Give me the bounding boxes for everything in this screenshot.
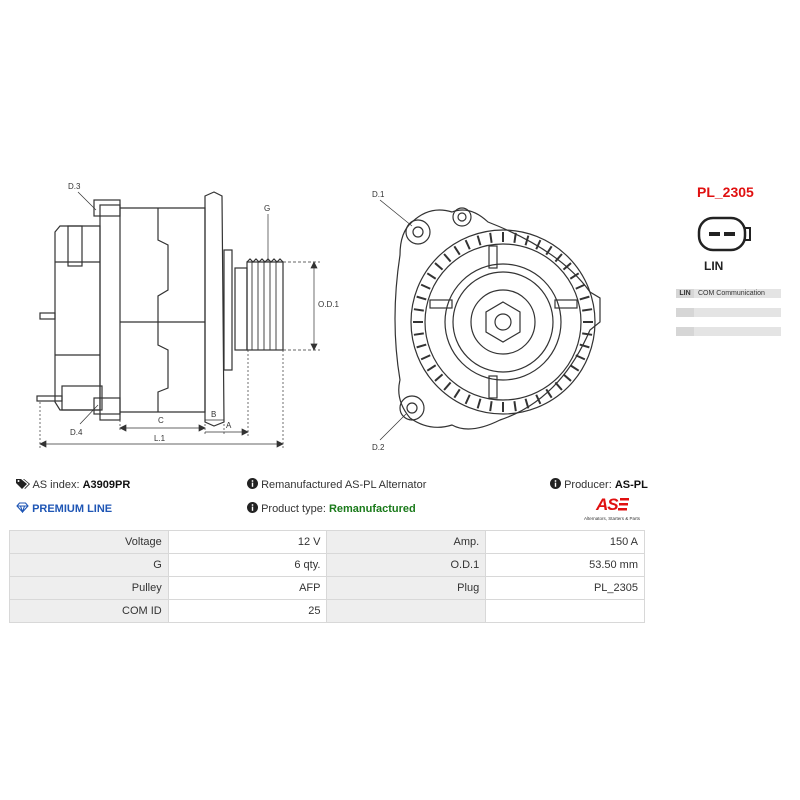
cooling-fin [555, 382, 562, 390]
dim-label-b: B [211, 410, 217, 419]
spec-value: 6 qty. [168, 554, 327, 577]
cooling-fin [563, 374, 571, 381]
cooling-fin [417, 297, 427, 300]
dim-label-a: A [226, 421, 232, 430]
plug-type-label: LIN [704, 259, 724, 273]
cooling-fin [526, 236, 529, 246]
plug-title: PL_2305 [697, 184, 754, 200]
tags-icon [16, 478, 30, 489]
pin-name [676, 327, 694, 336]
dim-label-d1: D.1 [372, 190, 385, 199]
premium-line-text: PREMIUM LINE [32, 503, 113, 515]
as-index [16, 478, 130, 491]
cooling-fin [478, 399, 481, 409]
cooling-fin [526, 399, 529, 409]
spec-value: 53.50 mm [486, 554, 645, 577]
spec-label: Amp. [327, 531, 486, 554]
dim-label-l1: L.1 [154, 434, 166, 443]
spec-value: 12 V [168, 531, 327, 554]
cooling-fin [582, 309, 592, 310]
description-text: Remanufactured AS-PL Alternator [261, 479, 427, 491]
table-row [10, 600, 645, 623]
cooling-fin [466, 395, 470, 404]
info-icon [247, 478, 258, 489]
cooling-fin [435, 263, 443, 270]
premium-line-badge [16, 502, 112, 515]
cooling-fin [580, 297, 590, 300]
specs-table [9, 530, 645, 623]
cooling-fin [514, 233, 515, 243]
spec-value: AFP [168, 577, 327, 600]
pin-row [676, 308, 781, 317]
producer-value: AS-PL [614, 479, 648, 491]
logo-caption: Alternators, Starters & Parts [584, 516, 641, 521]
cooling-fin [454, 246, 459, 254]
cooling-fin [514, 401, 515, 411]
table-row [10, 577, 645, 600]
table-row [10, 554, 645, 577]
dim-label-d4: D.4 [70, 428, 83, 437]
spec-value [486, 600, 645, 623]
cooling-fin [414, 333, 424, 334]
cooling-fin [466, 240, 470, 249]
spec-value: 25 [168, 600, 327, 623]
spec-label: Plug [327, 577, 486, 600]
pin-name [676, 308, 694, 317]
product-type [247, 502, 416, 515]
pin-function [697, 327, 781, 336]
table-row [10, 531, 645, 554]
as-index-label: AS index: [32, 479, 80, 491]
cooling-fin [444, 254, 451, 262]
cooling-fin [427, 273, 435, 278]
dim-label-od1: O.D.1 [318, 300, 339, 309]
logo-text: AS [596, 495, 618, 514]
cooling-fin [490, 401, 491, 411]
spec-label: Voltage [10, 531, 169, 554]
spec-label [327, 600, 486, 623]
as-index-value: A3909PR [82, 479, 131, 491]
pin-row [676, 327, 781, 336]
cooling-fin [427, 365, 435, 370]
dim-label-d2: D.2 [372, 443, 385, 452]
spec-label: O.D.1 [327, 554, 486, 577]
product-type-value: Remanufactured [328, 503, 416, 515]
cooling-fin [435, 374, 443, 381]
cooling-fin [570, 365, 578, 370]
info-icon [247, 502, 258, 513]
cooling-fin [421, 285, 430, 289]
producer-label: Producer: [564, 479, 612, 491]
cooling-fin [414, 309, 424, 310]
spec-label: COM ID [10, 600, 169, 623]
dim-label-g: G [264, 204, 271, 213]
plug-connector-icon [695, 214, 755, 254]
cooling-fin [417, 345, 427, 348]
product-type-label: Product type: [261, 503, 326, 515]
spec-value: 150 A [486, 531, 645, 554]
cooling-fin [490, 233, 491, 243]
dim-label-d3: D.3 [68, 182, 81, 191]
cooling-fin [580, 345, 590, 348]
cooling-fin [444, 382, 451, 390]
cooling-fin [576, 355, 585, 359]
producer [550, 478, 648, 491]
cooling-fin [478, 236, 481, 246]
cooling-fin [576, 285, 585, 289]
product-description [247, 478, 426, 491]
dim-label-c: C [158, 416, 164, 425]
logo-stripes [617, 498, 629, 512]
cooling-fin [454, 389, 459, 397]
spec-value: PL_2305 [486, 577, 645, 600]
cooling-fin [582, 333, 592, 334]
pin-function [697, 308, 781, 317]
alternator-front-view-drawing [360, 180, 620, 455]
spec-label: G [10, 554, 169, 577]
cooling-fin [421, 355, 430, 359]
spec-label: Pulley [10, 577, 169, 600]
alternator-side-view-drawing [30, 180, 330, 455]
pin-function: COM Communication [697, 289, 781, 298]
pin-row [676, 289, 781, 298]
info-icon [550, 478, 561, 489]
cooling-fin [563, 263, 571, 270]
as-pl-logo [584, 495, 650, 525]
pin-name: LIN [676, 289, 694, 298]
diamond-icon [16, 502, 29, 513]
